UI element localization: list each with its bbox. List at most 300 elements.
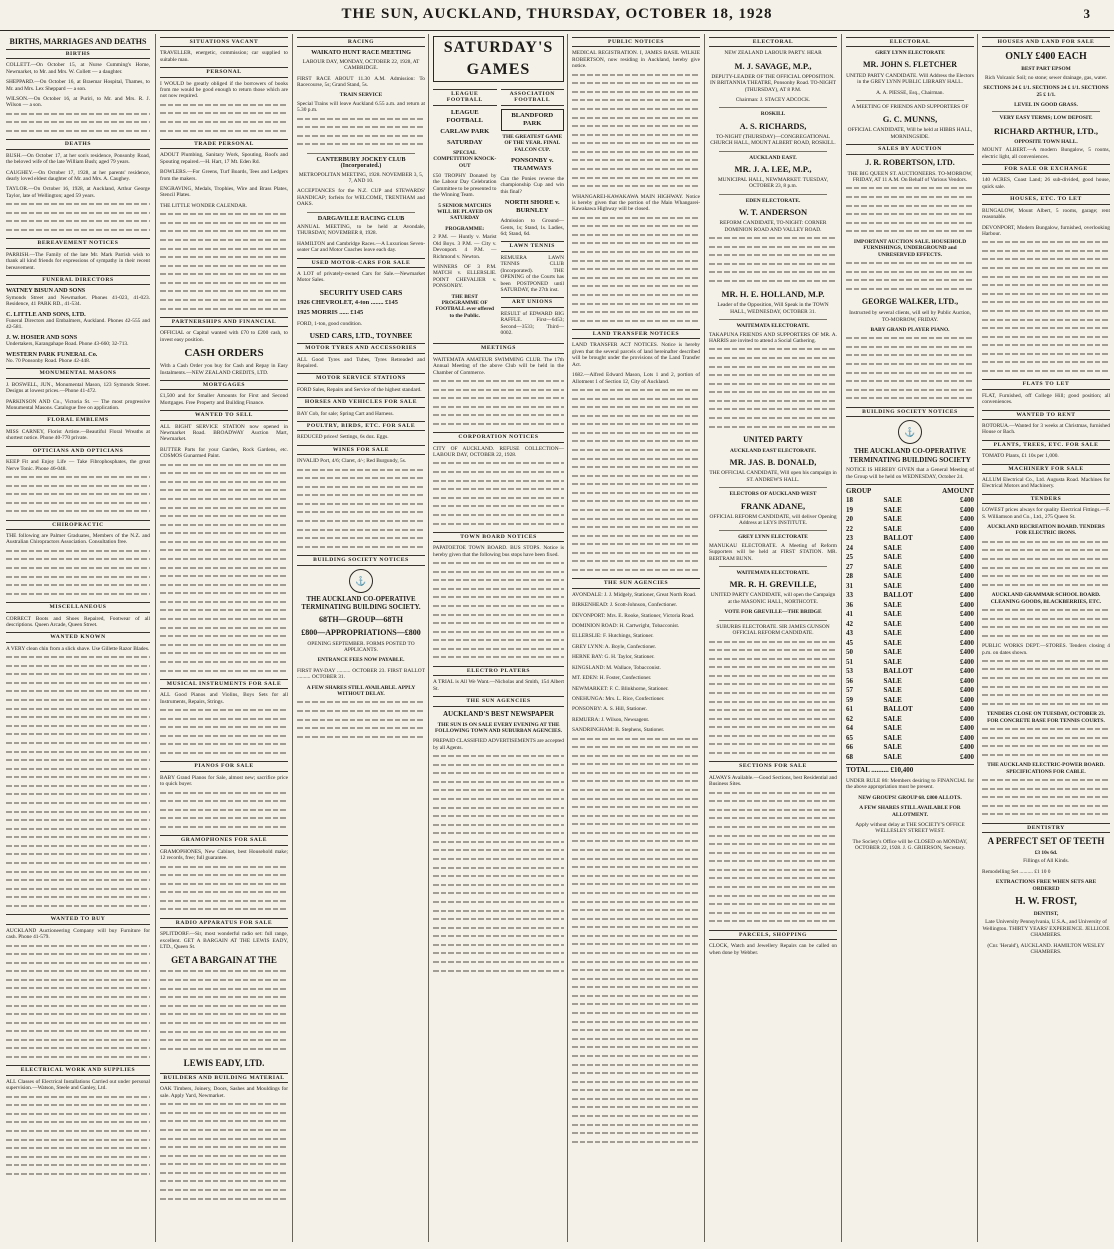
status-cell: BALLOT (883, 705, 913, 714)
security-used-cars-title: SECURITY USED CARS (319, 287, 403, 297)
wanted-to-sell-ad: ALL BIGHT SERVICE STATION now opened in Newmarket Road. BROADWAY Auction Mart, Newmarket. (160, 423, 288, 443)
tender-notice: AUCKLAND GRAMMAR SCHOOL BOARD. CLEANING GOODS, BLACKBERRIES, ETC. (990, 592, 1102, 605)
wanted-to-buy-heading: WANTED TO BUY (6, 914, 150, 924)
table-row (846, 506, 974, 516)
electoral-details: OFFICIAL REFORM CANDIDATE, will deliver Opening Address at LEYS INSTITUTE. (709, 513, 837, 527)
electoral-details: SUBURBS ELECTORATE. SIR JAMES GUNSON OFFICIAL REFORM CANDIDATE. (716, 623, 830, 637)
birth-notice: COLLETT.—On October 15, at Nurse Cumming's Home, Newmarket, to Mr. and Mrs. W. Collett — a daughter. (6, 62, 150, 75)
column-8 (977, 34, 1114, 1242)
tender-notice: LOWEST prices always for quality Electrical Fittings.—F. S. Williamson and Co., Ltd., 275 Queen St. (982, 507, 1110, 520)
group-cell: 62 (846, 714, 853, 723)
group-cell: 22 (846, 524, 853, 533)
amount-cell: £400 (960, 600, 974, 609)
amount-cell: £400 (960, 581, 974, 590)
text-filler (846, 262, 974, 294)
text-filler (6, 945, 150, 1063)
group-cell: 56 (846, 676, 853, 685)
text-filler (160, 792, 288, 833)
group-cell: 18 (846, 496, 853, 505)
total-row: TOTAL .......... £10,400 (846, 766, 914, 775)
monumental-ad: PARKINSON AND Co., Victoria St. — The most progressive Monumental Masons. Catalogue free on application. (6, 398, 150, 412)
page-number: 3 (1083, 6, 1090, 21)
funeral-ad-body: Symonds Street and Newmarket. Phones 41-023, 41-023. Residence, 41 PARK RD., 41-534. (6, 294, 150, 308)
text-filler (160, 866, 288, 915)
appropriations-title: £800—APPROPRIATIONS—£800 (301, 627, 421, 637)
group-cell: 27 (846, 562, 853, 571)
amount-cell: £400 (960, 524, 974, 533)
divider (307, 153, 415, 154)
electoral-details: MUNICIPAL HALL, NEWMARKET. TUESDAY, OCTOBER 23, 8 p.m. (717, 177, 829, 190)
ponsonby-tramways-title: PONSONBY v. TRAMWAYS (510, 157, 554, 173)
saturday-title: SATURDAY (446, 138, 483, 146)
vote-slogan: VOTE FOR GREVILLE—THE BRIDGE (724, 609, 822, 616)
text-filler (160, 104, 288, 136)
dentist-name: H. W. FROST, (1015, 896, 1077, 908)
text-filler (982, 779, 1110, 820)
meeting-notice: WAITEMATA AMATEUR SWIMMING CLUB. The 17th Annual Meeting of the above Club will be held in the Chamber of Commerce. (433, 356, 564, 376)
status-cell: SALE (883, 629, 902, 638)
masthead (0, 0, 1114, 31)
opticians-ad: KEEP Fit and Enjoy Life — Take Fibrophosphates, the great Nerve Tonic. Phone 46-048. (6, 459, 150, 472)
programme-label: PROGRAMME: (445, 225, 485, 232)
text-filler (709, 237, 837, 286)
table-row (846, 591, 974, 601)
trade-personal-ad: THE LITTLE WONDER CALENDAR. (160, 202, 248, 209)
funeral-ad-body: No. 70 Ponsonby Road. Phone 42-448. (6, 358, 91, 365)
dentistry-heading: DENTISTRY (982, 823, 1110, 833)
divider (719, 319, 827, 320)
status-cell: SALE (883, 543, 902, 552)
electorate-title: AUCKLAND EAST ELECTORATE. (729, 448, 817, 454)
electoral-details: Leader of the Opposition, Will Speak in the TOWN HALL, WEDNESDAY, OCTOBER 31. (717, 302, 829, 315)
competition-title: SPECIAL COMPETITION KNOCK-OUT (433, 149, 497, 169)
wanted-to-sell-heading: WANTED TO SELL (160, 410, 288, 420)
amount-cell: £400 (960, 553, 974, 562)
amount-cell: £400 (960, 619, 974, 628)
auction-details: Instructed by several clients, will sell by Public Auction, TO-MORROW, FRIDAY. (849, 310, 971, 323)
fillings-notice: Fillings of All Kinds. (1023, 858, 1069, 865)
race-title: CANTERBURY JOCKEY CLUB (Incorporated.) (316, 155, 406, 170)
table-row (846, 515, 974, 525)
divider (307, 212, 415, 213)
trade-personal-ad: ENGRAVING, Medals, Trophies, Wire and Brass Plates, Stencil Plates. (160, 186, 288, 199)
text-filler (709, 792, 837, 927)
trade-personal-ad: BOWLERS.—For Greens, Turf Boards, Tees and Ledgers from the makers. (160, 169, 288, 182)
personal-heading: PERSONAL (160, 67, 288, 77)
text-filler (433, 462, 564, 528)
table-row (846, 658, 974, 668)
funeral-ad (6, 335, 150, 348)
candidate-name: M. J. SAVAGE, M.P., (734, 60, 812, 71)
agency-entry: SANDRINGHAM: B. Stephens, Stationer. (572, 727, 665, 734)
car-listing: FORD, 1-ton, good condition. (297, 320, 362, 327)
group-cell: 19 (846, 505, 853, 514)
births-heading: BIRTHS (6, 49, 150, 59)
wanted-to-sell-ad: BUTTER Parts for your Garden, Rock Gardens, etc. COSMOS Gunarmed Paint. (160, 446, 288, 460)
race-date: LABOUR DAY, MONDAY, OCTOBER 22, 1928, AT CAMBRIDGE. (302, 58, 420, 72)
race-details: HAMILTON and Cambridge Races.—A Luxurious Seven-seater Car and Motor Coaches leave each day. (297, 240, 425, 254)
amount-cell: £400 (960, 686, 974, 695)
masthead-title: THE SUN, AUCKLAND, THURSDAY, OCTOBER 18, 1928 (341, 6, 773, 22)
text-filler (709, 641, 837, 759)
text-filler (572, 74, 700, 192)
text-filler (433, 380, 564, 429)
amount-cell: £400 (960, 610, 974, 619)
table-row (846, 563, 974, 573)
amount-cell: £400 (960, 733, 974, 742)
used-cars-heading: USED MOTOR-CARS FOR SALE (297, 258, 425, 268)
table-row (846, 553, 974, 563)
final-notice: THE GREATEST GAME OF THE YEAR. FINAL FALCON CUP. (502, 133, 563, 153)
dentist-address: (Cnr. 'Herald'), AUCKLAND. HAMILTON WESLEY CHAMBERS. (987, 942, 1105, 956)
service-stations-heading: MOTOR SERVICE STATIONS (297, 373, 425, 383)
table-row (846, 724, 974, 734)
death-notice: CAUGHEY.—On October 17, 1928, at her parents' residence, dearly loved eldest daughter of Mr. and Mrs. A. Caughey. (6, 169, 150, 183)
text-filler (297, 469, 425, 553)
town-board-notice: PAPATOETOE TOWN BOARD. BUS STOPS. Notice is hereby given that the following bus stops have been fixed. (433, 545, 564, 558)
building-society-title: THE AUCKLAND CO-OPERATIVE TERMINATING BUILDING SOCIETY (849, 447, 971, 464)
divider (846, 484, 974, 485)
blandford-park-title: BLANDFORD PARK (501, 109, 565, 131)
group-cell: 53 (846, 667, 853, 676)
houses-to-let-heading: HOUSES, ETC. TO LET (982, 194, 1110, 204)
league-heading: LEAGUE FOOTBALL (433, 89, 497, 106)
amount-cell: £400 (960, 629, 974, 638)
amount-cell: £400 (960, 562, 974, 571)
remodelling-price: Remodelling Set .......... £1 10 0 (982, 868, 1051, 875)
funeral-ad (6, 312, 150, 331)
monumental-ad: J. BOSWELL, JUN., Monumental Mason, 123 Symonds Street. Designs at lowest prices.—Phone 41-472. (6, 381, 150, 395)
electoral-chairman: Chairman: J. STACEY ADCOCK. (735, 97, 811, 104)
electorate-title: GREY LYNN ELECTORATE (738, 534, 808, 541)
carlaw-park-title: CARLAW PARK (440, 127, 490, 135)
group-cell: 24 (846, 543, 853, 552)
radio-heading: RADIO APPARATUS FOR SALE (160, 918, 288, 928)
agency-entry: KINGSLAND: M. Wallace, Tobacconist. (572, 664, 661, 671)
appropriation-table-body (846, 487, 974, 763)
group-column-header: GROUP (846, 486, 872, 495)
race-date: METROPOLITAN MEETING, 1928. NOVEMBER 3, 5, 7, AND 10. (298, 171, 424, 184)
group-cell: 33 (846, 591, 853, 600)
public-notice: WHANGAREI-KAWAKAWA MAIN HIGHWAY. Notice is hereby given that the portion of the Main Whangarei-Kawakawa Highway will be closed. (572, 193, 700, 213)
table-row (846, 629, 974, 639)
table-row (846, 620, 974, 630)
group-cell: 61 (846, 705, 853, 714)
status-cell: SALE (883, 515, 902, 524)
table-row (846, 639, 974, 649)
blank-column-header (883, 487, 926, 497)
race-title: WAIKATO HUNT RACE MEETING (311, 49, 411, 57)
amount-cell: £400 (960, 515, 974, 524)
radio-ad: SPLITDORF.—Sir, most wonderful radio set: full range, excellent. GET A BARGAIN AT THE LEWIS EADY, LTD., Queen St. (160, 931, 288, 951)
group-cell: 65 (846, 733, 853, 742)
agency-entry: PONSONBY: A. S. Hill, Stationer. (572, 706, 647, 713)
text-filler (160, 213, 288, 314)
status-cell: SALE (883, 752, 902, 761)
column-2 (155, 34, 292, 1242)
table-row (846, 534, 974, 544)
death-notice: BUSH.—On October 17, at her son's residence, Ponsonby Road, the beloved wife of the late William Bush; aged 79 years. (6, 152, 150, 166)
candidate-name: G. C. MUNNS, (882, 114, 938, 125)
lewis-eady-title: LEWIS EADY, LTD. (183, 1058, 265, 1069)
table-row (846, 610, 974, 620)
united-party-title: UNITED PARTY (743, 435, 803, 444)
agency-entry: BIRKENHEAD: J. Scott-Johnson, Confectioner. (572, 602, 678, 609)
bereavement-notice: PARRISH.—The Family of the late Mr. Mark Parrish wish to thank all kind friends for expressions of sympathy in their recent bereavement. (6, 251, 150, 271)
tender-notice: AUCKLAND RECREATION BOARD. TENDERS FOR ELECTRIC IRONS. (987, 524, 1105, 537)
text-filler (709, 348, 837, 432)
group-cell: 43 (846, 629, 853, 638)
houses-land-heading: HOUSES AND LAND FOR SALE (982, 37, 1110, 47)
wanted-known-heading: WANTED KNOWN (6, 632, 150, 642)
electoral-details: TAKAPUNA FRIENDS AND SUPPORTERS OF MR. A. HARRIS are invited to attend a Social Gathering. (709, 331, 837, 344)
auctioneer-name: J. R. ROBERTSON, LTD. (865, 157, 955, 167)
text-filler (846, 337, 974, 403)
status-cell: SALE (883, 553, 902, 562)
society-emblem-icon: ⚓ (898, 420, 922, 444)
partnerships-heading: PARTNERSHIPS AND FINANCIAL (160, 317, 288, 327)
group-cell: 50 (846, 648, 853, 657)
tender-notice: THE AUCKLAND ELECTRIC-POWER BOARD. SPECIFICATIONS FOR CABLE. (987, 762, 1105, 775)
race-details: ANNUAL MEETING, to be held at Avondale, THURSDAY, NOVEMBER 8, 1928. (297, 224, 425, 237)
tender-notice: TENDERS CLOSE ON TUESDAY, OCTOBER 23. FOR CONCRETE BASE FOR TENNIS COURTS. (986, 711, 1106, 724)
death-notice: TAYLOR.—On October 16, 1928, at Auckland, Arthur George Taylor, late of Wellington; aged 59 years. (6, 186, 150, 199)
table-row (846, 715, 974, 725)
text-filler (6, 656, 150, 911)
candidate-name: MR. H. E. HOLLAND, M.P. (721, 289, 825, 300)
auction-details: IMPORTANT AUCTION SALE. HOUSEHOLD FURNISHINGS, UNDERGROUND and UNRESERVED EFFECTS. (853, 238, 967, 258)
status-cell: SALE (883, 743, 902, 752)
building-society-title: THE AUCKLAND CO-OPERATIVE TERMINATING BUILDING SOCIETY. (301, 595, 421, 611)
agency-entry: ELLERSLIE: F. Hutchings, Stationer. (572, 633, 654, 640)
mortgages-ad: £1,500 and for Smaller Amounts for First and Second Mortgages. Free Property and Building Finance. (160, 393, 288, 406)
candidate-name: FRANK ADANE, (740, 500, 806, 511)
corporation-heading: CORPORATION NOTICES (433, 432, 564, 442)
status-cell: SALE (883, 648, 902, 657)
race-details: ACCEPTANCES for the N.Z. CUP and STEWARDS' HANDICAP; forfeits for WELCOME, TRENTHAM and OAKS. (297, 188, 425, 208)
funeral-ad (6, 288, 150, 307)
poultry-ad: REDUCED prices! Settings, 6s doz. Eggs. (297, 434, 389, 441)
opticians-heading: OPTICIANS AND OPTICIANS (6, 446, 150, 456)
electoral-details: THE OFFICIAL CANDIDATE, Will open his campaign in ST. ANDREW'S HALL. (709, 470, 837, 483)
group-cell: 64 (846, 724, 853, 733)
league-football-block (433, 86, 497, 340)
electrical-ad: ALL Classes of Electrical Installations Carried out under personal supervision.—Watson, Steele and Ganley, Ltd. (6, 1078, 150, 1092)
candidate-name: W. T. ANDERSON (738, 207, 808, 218)
group-cell: 36 (846, 600, 853, 609)
cash-orders-title: CASH ORDERS (184, 347, 264, 360)
electoral-details: UNITED PARTY CANDIDATE. Will Address the Electors in the GREY LYNN PUBLIC LIBRARY HALL. (846, 72, 974, 86)
public-notices-heading: PUBLIC NOTICES (572, 37, 700, 47)
programme-list: WINNERS OF 3 P.M. MATCH v. ELLERSLIE. POINT CHEVALIER v. PONSONBY. (433, 263, 497, 290)
status-cell: SALE (883, 524, 902, 533)
meetings-heading: MEETINGS (433, 343, 564, 353)
musical-instruments-heading: MUSICAL INSTRUMENTS FOR SALE (160, 679, 288, 689)
amount-cell: £400 (960, 695, 974, 704)
trophy-notice: £50 TROPHY Donated by the Labour Day Celebration Committee to be presented to the Winning Team. (433, 173, 497, 199)
building-society-heading: BUILDING SOCIETY NOTICES (846, 407, 974, 417)
trade-personal-heading: TRADE PERSONAL (160, 139, 288, 149)
building-society-heading: BUILDING SOCIETY NOTICES (297, 555, 425, 565)
sun-agencies-heading: THE SUN AGENCIES (433, 696, 564, 706)
football-split (433, 86, 564, 340)
amount-cell: £400 (960, 591, 974, 600)
divider (719, 530, 827, 531)
amount-cell: £400 (960, 743, 974, 752)
birth-notice: SHEPPARD.—On October 16, at Braemar Hospital, Thames, to Mr. and Mrs. Lex Sheppard — a son. (6, 79, 150, 92)
sections-list: SECTIONS 24 £ 1/1. SECTIONS 24 £ 1/1. SECTIONS 25 £ 1/1. (983, 85, 1109, 98)
agency-entry: NEWMARKET: F. C. Blinkhorne, Stationer. (572, 685, 669, 692)
shares-notice: A FEW SHARES STILL AVAILABLE. APPLY WITHOUT DELAY. (306, 684, 416, 697)
bargain-title: GET A BARGAIN AT THE (171, 955, 277, 966)
funeral-ad-title: WATNEY BISUN AND SONS (6, 287, 86, 295)
funeral-ad-title: J. W. HOSIER AND SONS (6, 333, 78, 341)
status-cell: SALE (883, 714, 902, 723)
electorate-title: ROSKILL (760, 111, 786, 118)
level-notice: LEVEL IN GOOD GRASS. (1014, 102, 1078, 109)
wines-ad: INVALID Port, 4/6; Claret, 4/-; Red Burgundy, 5s. (297, 458, 407, 465)
agency-entry: DOMINION ROAD: H. Cartwright, Tobacconist. (572, 623, 680, 630)
electoral-heading: ELECTORAL (709, 37, 837, 47)
league-title: LEAGUE FOOTBALL (446, 108, 484, 124)
final-details: Can the Ponies reverse the championship Cup and win this final? (500, 176, 564, 195)
cash-orders-ad: With a Cash Order you buy for Cash and Repay in Easy Instalments.—NEW ZEALAND CREDITS, LTD. (160, 363, 288, 376)
table-row (846, 753, 974, 763)
table-row (846, 648, 974, 658)
payday-notice: FIRST PAY-DAY .......... OCTOBER 23. FIRST BALLOT .......... OCTOBER 31. (297, 667, 425, 681)
electoral-intro: NEW ZEALAND LABOUR PARTY. HEAR (724, 50, 822, 57)
status-cell: SALE (883, 695, 902, 704)
opening-notice: OPENING SEPTEMBER. FORMS POSTED TO APPLICANTS. (307, 640, 415, 653)
electorate-title: ELECTORS OF AUCKLAND WEST (729, 491, 817, 498)
status-cell: SALE (883, 600, 902, 609)
programme-list: 2 P.M. — Huntly v. Marist Old Boys. 3 P.M. — City v. Devonport. 4 P.M. — Richmond v. Newton. (433, 234, 497, 260)
amount-cell: £400 (960, 714, 974, 723)
text-filler (433, 755, 564, 976)
table-row (846, 696, 974, 706)
bereavement-heading: BEREAVEMENT NOTICES (6, 238, 150, 248)
tyres-ad: ALL Good Tyres and Tubes, Tyres Retreaded and Repaired. (297, 356, 425, 369)
agency-entry: MT. EDEN: H. Foster, Confectioner. (572, 675, 652, 682)
auction-item: BABY GRAND PLAYER PIANO. (870, 326, 950, 333)
text-filler (982, 541, 1110, 590)
lawn-tennis-heading: LAWN TENNIS (501, 241, 565, 251)
funeral-ad-body: Undertakers, Karangahape Road. Phone 43-660; 32-713. (6, 341, 129, 348)
table-row (846, 677, 974, 687)
amount-cell: £400 (960, 496, 974, 505)
plants-listing: TOMATO Plants, £1 10s per 1,000. (982, 453, 1059, 460)
divider (719, 620, 827, 621)
miscellaneous-ad: CORRECT Boots and Shoes Repaired, Footwear of all descriptions. Queen Arcade, Queen Street. (6, 615, 150, 628)
status-cell: SALE (883, 676, 902, 685)
funeral-ad (6, 352, 150, 365)
auctioneer-name: GEORGE WALKER, LTD., (861, 297, 959, 307)
situations-vacant-ad: TRAVELLER, energetic, commission; car supplied to suitable man. (160, 50, 288, 63)
status-cell: SALE (883, 562, 902, 571)
sun-agencies-heading: THE SUN AGENCIES (572, 578, 700, 588)
status-cell: SALE (883, 505, 902, 514)
table-row (846, 743, 974, 753)
matches-notice: 5 SENIOR MATCHES WILL BE PLAYED ON SATURDAY (437, 202, 493, 222)
agency-entry: DEVONPORT: Mrs. E. Rooke, Stationer, Victoria Road. (572, 612, 695, 619)
text-filler (982, 660, 1110, 709)
status-cell: SALE (883, 638, 902, 647)
text-filler (6, 550, 150, 599)
column-7 (841, 34, 978, 1242)
chiropractic-heading: CHIROPRACTIC (6, 520, 150, 530)
status-cell: SALE (883, 733, 902, 742)
north-shore-burnley-title: NORTH SHORE v. BURNLEY (504, 199, 560, 215)
electorate-title: EDEN ELECTORATE. (745, 197, 801, 204)
agency-entry: GREY LYNN: A. Boyle, Confectioner. (572, 643, 657, 650)
train-service-title: TRAIN SERVICE (339, 92, 383, 99)
text-filler (846, 187, 974, 236)
candidate-name: A. S. RICHARDS, (739, 120, 807, 131)
status-cell: SALE (883, 610, 902, 619)
text-filler (433, 562, 564, 663)
amount-cell: £400 (960, 638, 974, 647)
classified-notice: PREPAID CLASSIFIED ADVERTISEMENTS are accepted by all Agents. (433, 738, 564, 751)
electro-platers-ad: A TRIAL is All We Want.—Nicholas and Smith, 154 Albert St. (433, 679, 564, 692)
wanted-to-buy-ad: AUCKLAND Auctioneering Company will buy Furniture for cash. Phone 41-579. (6, 927, 150, 941)
electoral-intro: A MEETING OF FRIENDS AND SUPPORTERS OF (851, 104, 969, 111)
fees-notice: ENTRANCE FEES NOW PAYABLE. (317, 657, 405, 664)
art-union-result: RESULT of EDWARD BIG RAFFLE. First—6453; Second—3533; Third—0002. (500, 310, 564, 336)
column-4 (428, 34, 568, 1242)
group-cell: 31 (846, 581, 853, 590)
used-cars-title: USED CARS, LTD., TOYNBEE (309, 331, 413, 341)
partnerships-ad: OFFICIAL or Capital wanted with £70 to £200 cash, to invest easy position. (160, 330, 288, 343)
text-filler (6, 1096, 150, 1180)
funeral-ad-title: C. LITTLE AND SONS, LTD. (6, 310, 86, 318)
electoral-details: MANUKAU ELECTORATE. A Meeting of Reform Supporters will be held at FIRST STATION. MR. BERTRAM BUNN. (709, 542, 837, 562)
society-notice: UNDER RULE 86: Members desiring to FINANCIAL for the above appropriation must be present. (846, 777, 974, 791)
race-details: FIRST RACE ABOUT 11.30 A.M. Admission: To Racecourse, 5s; Grand Stand, 5s. (297, 75, 425, 89)
poultry-heading: POULTRY, BIRDS, ETC. FOR SALE (297, 421, 425, 431)
text-filler (572, 389, 700, 576)
race-title: DARGAVILLE RACING CLUB (317, 214, 405, 222)
electro-platers-heading: ELECTRO PLATERS (433, 666, 564, 676)
status-cell: BALLOT (883, 534, 913, 543)
text-filler (982, 609, 1110, 641)
monumental-heading: MONUMENTAL MASONS (6, 368, 150, 378)
only-400-banner: ONLY £400 EACH (1005, 51, 1087, 63)
funeral-ad-title: WESTERN PARK FUNERAL Co. (6, 350, 98, 358)
land-transfer-notice: 1682.—Alfred Edward Mason, Lots 1 and 2, portion of Allotment 1 of Section 12, City of Auckland. (572, 372, 700, 385)
funeral-heading: FUNERAL DIRECTORS (6, 275, 150, 285)
land-transfer-notice: LAND TRANSFER ACT NOTICES. Notice is hereby given that the several parcels of land hereinafter described will be brought under the provisions of the Land Transfer Act. (572, 342, 700, 368)
birth-notice: WILSON.—On October 16, at Puriri, to Mr. and Mrs. R. J. Wilson — a son. (6, 96, 150, 109)
text-filler (160, 464, 288, 676)
amount-cell: £400 (960, 724, 974, 733)
group-cell: 51 (846, 657, 853, 666)
agency-entry: HERNE BAY: G. H. Taylor, Stationer. (572, 654, 655, 661)
electoral-details: UNITED PARTY CANDIDATE, will open the Campaign at the MASONIC HALL, NORTHCOTE. (710, 592, 836, 605)
parcels-heading: PARCELS, SHOPPING (709, 930, 837, 940)
to-let-listing: DEVONPORT, Modern Bungalow, furnished, overlooking Harbour. (982, 224, 1110, 237)
table-row (846, 667, 974, 677)
land-transfer-heading: LAND TRANSFER NOTICES (572, 329, 700, 339)
electorate-title: GREY LYNN ELECTORATE (875, 50, 945, 57)
corporation-notice: CITY OF AUCKLAND. REFUSE COLLECTION—LABOUR DAY, OCTOBER 22, 1928. (433, 445, 564, 459)
status-cell: SALE (883, 686, 902, 695)
amount-cell: £400 (960, 572, 974, 581)
candidate-name: MR. JAS. B. DONALD, (729, 457, 817, 468)
saturdays-games-banner: SATURDAY'S GAMES (433, 36, 564, 82)
text-filler (297, 118, 425, 150)
trade-personal-ad: ADOUT Plumbing, Sanitary Work, Spouting, Roofs and Spouting repaired.—H. Hart, 17 Mt. Eden Rd. (160, 152, 288, 165)
status-cell: SALE (883, 572, 902, 581)
